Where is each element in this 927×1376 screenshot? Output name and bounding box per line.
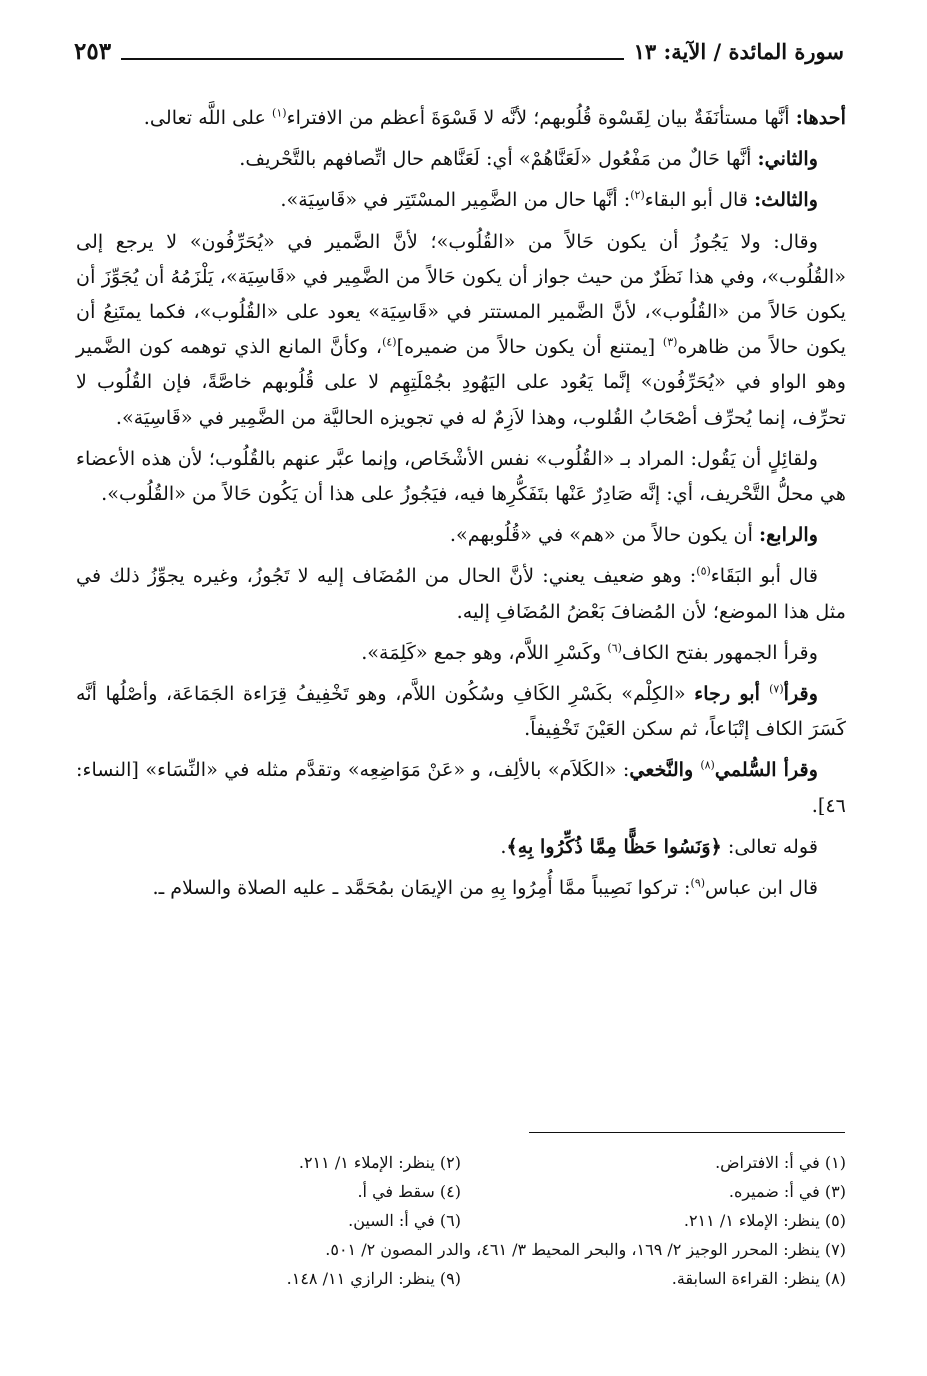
paragraph-text: قال أبو البقاء <box>644 188 755 212</box>
running-title: سورة المائدة / الآية: ١٣ <box>633 38 844 64</box>
paragraph-text: وقرأ الجمهور بفتح الكاف <box>621 640 818 664</box>
paragraph-12 <box>76 870 846 905</box>
footnote-2: (٢) ينظر: الإملاء ١/ ٢١١. <box>298 1153 461 1172</box>
footnote-row <box>76 1177 846 1206</box>
footnote-ref[interactable]: (٩) <box>690 876 706 890</box>
paragraph-5 <box>76 441 846 511</box>
paragraph-lead: وقرأ السُّلمي <box>714 758 818 782</box>
paragraph-text: وكَسْرِ اللاَّم، وهو جمع «كَلِمَة». <box>361 640 608 664</box>
paragraph-2 <box>76 141 846 176</box>
reader-name: والنَّخعي <box>629 758 701 782</box>
paragraph-text: : «الكَلاَم» بالألِف، و «عَنْ مَوَاضِعِه» وتقدَّم مثله في «النِّسَاء» [النساء: ٤٦]. <box>76 758 846 817</box>
paragraph-11 <box>76 829 846 864</box>
paragraph-text: : تركوا نَصِيباً ممَّا أُمِرُوا بِهِ من الإيمَان بمُحَمَّد ـ عليه الصلاة والسلام ـ. <box>152 876 691 900</box>
paragraph-text: ، وكأنَّ المانع الذي توهمه كون الضَّمير وهو الواو في «يُحَرِّفُون» إنَّما يَعُود على اليَهُودِ بجُمْلَتِهِم لا على قُلُوبهم خاصَّةً، فإن القُلُوب لا تحرِّف، إنما يُحرِّف أصْحَابُ القُلوب، وهذا لاَزِمٌ له في تجويزه الحاليَّة من الضَّمِير في «قَاسِيَة». <box>76 335 846 429</box>
paragraph-6 <box>76 517 846 552</box>
paragraph-text: قال أبو البَقَاء <box>710 564 818 588</box>
footnote-ref[interactable]: (١) <box>272 106 287 120</box>
footnote-3: (٣) في أ: ضميره. <box>728 1182 846 1201</box>
paragraph-lead: وقرأ <box>783 682 818 706</box>
footnote-ref[interactable]: (٦) <box>607 641 622 655</box>
footnote-ref[interactable]: (٢) <box>630 189 645 203</box>
paragraph-text: قوله تعالى: <box>721 834 818 858</box>
footnote-5: (٥) ينظر: الإملاء ١/ ٢١١. <box>683 1211 846 1230</box>
paragraph-text: أنَّها حَالٌ من مَفْعُول «لَعَنَّاهُمْ» أي: لَعَنَّاهم حال اتِّصافهم بالتَّحْريف. <box>239 147 758 171</box>
footnote-ref[interactable]: (٨) <box>700 759 715 773</box>
footnote-ref[interactable]: (٤) <box>382 335 397 349</box>
paragraph-4 <box>76 224 846 435</box>
paragraph-text: قال ابن عباس <box>705 876 818 900</box>
footnote-row <box>76 1235 846 1264</box>
paragraph-text: أن يكون حالاً من «هم» في «قُلُوبهم». <box>449 523 759 547</box>
paragraph-text: : أنَّها حال من الضَّمِير المسْتَتِر في «قَاسِيَة». <box>280 188 631 212</box>
paragraph-text: أنَّها مستأنَفَةٌ بيان لِقَسْوة قُلُوبهم؛ لأنَّه لا قَسْوَةَ أعظم من الافتراء <box>286 106 796 129</box>
footnote-1: (١) في أ: الافتراض. <box>715 1153 846 1172</box>
footnote-4: (٤) سقط في أ. <box>357 1182 461 1201</box>
paragraph-text: ولقائِلٍ أن يَقُول: المراد بـ «القُلُوب» نفس الأشْخَاص، وإنما عبَّر عنهم بالقُلُوب؛ لأن هذه الأعضاء هي محلُّ التَّحْريف، أي: إنَّه صَادِرٌ عَنْها بتَفَكُّرِها فيه، فيَجُوزُ على هذا أن يَكُون حَالاً من «القُلُوب». <box>76 446 846 506</box>
header-rule <box>121 42 624 60</box>
footnote-row <box>76 1264 846 1293</box>
footnote-row <box>76 1148 846 1177</box>
footnote-ref[interactable]: (٧) <box>769 682 784 696</box>
paragraph-text: وقال: ولا يَجُوزُ أن يكون حَالاً من «القُلُوب»؛ لأنَّ الضَّمير في «يُحَرِّفُون» لا يرجع إلى «القُلُوب»، وفي هذا نَظَرٌ من حيث جواز أن يكون حَالاً من الضَّمِير في «قَاسِيَة»، يَلْزَمُهُ أن يُجَوِّزَ أن يكون حَالاً من «القُلُوب»، لأنَّ الضَّمير المستتر في «قَاسِيَة» يعود على «القُلُوب»، فكما يمتَنِعُ أن يكون حالاً من ظاهره <box>76 229 846 359</box>
paragraph-text: [يمتنع أن يكون حالاً من ضميره] <box>396 335 663 359</box>
paragraph-1 <box>76 100 846 135</box>
paragraph-text: . <box>500 834 507 858</box>
footnotes <box>76 1148 846 1293</box>
paragraph-3 <box>76 182 846 217</box>
paragraph-7 <box>76 558 846 628</box>
main-text <box>76 100 846 911</box>
paragraph-text: «الكِلْم» بكَسْرِ الكَافِ وسُكُون اللاَّم، وهو تَخْفِيفُ قِرَاءة الجَمَاعَة، وأصْلُها أنَّه كَسَرَ الكاف إتْبَاعاً، ثم سكن العَيْنَ تَخْفِيفاً. <box>76 682 846 741</box>
footnote-6: (٦) في أ: السين. <box>348 1211 461 1230</box>
paragraph-8 <box>76 635 846 670</box>
footnote-ref[interactable]: (٥) <box>696 565 711 579</box>
footnote-ref[interactable]: (٣) <box>662 335 678 349</box>
quran-verse: ﴿وَنَسُوا حَظًّا مِمَّا ذُكِّرُوا بِهِ﴾ <box>506 834 722 858</box>
paragraph-text: : وهو ضعيف يعني: لأنَّ الحال من المُضَاف إليه لا تَجُوزُ، وغيره يجوِّزُ ذلك في مثل هذا الموضع؛ لأن المُضافَ بَعْضُ المُضَافِ إليه. <box>76 564 846 623</box>
paragraph-text: على اللَّه تعالى. <box>143 106 273 129</box>
paragraph-lead: والثالث: <box>754 188 818 212</box>
footnote-separator <box>529 1132 845 1133</box>
paragraph-9 <box>76 676 846 746</box>
page-header <box>74 34 844 68</box>
page-number: ٢٥٣ <box>74 37 112 65</box>
footnote-7: (٧) ينظر: المحرر الوجيز ٢/ ١٦٩، والبحر المحيط ٣/ ٤٦١، والدر المصون ٢/ ٥٠١. <box>325 1240 846 1259</box>
footnote-9: (٩) ينظر: الرازي ١١/ ١٤٨. <box>286 1269 461 1288</box>
paragraph-lead: والثاني: <box>757 147 818 171</box>
paragraph-lead: أحدها: <box>795 106 846 129</box>
paragraph-lead: والرابع: <box>759 523 818 547</box>
reader-name: أبو رجاء <box>694 682 770 706</box>
footnote-row <box>76 1206 846 1235</box>
footnote-8: (٨) ينظر: القراءة السابقة. <box>671 1269 846 1288</box>
paragraph-10 <box>76 752 846 822</box>
